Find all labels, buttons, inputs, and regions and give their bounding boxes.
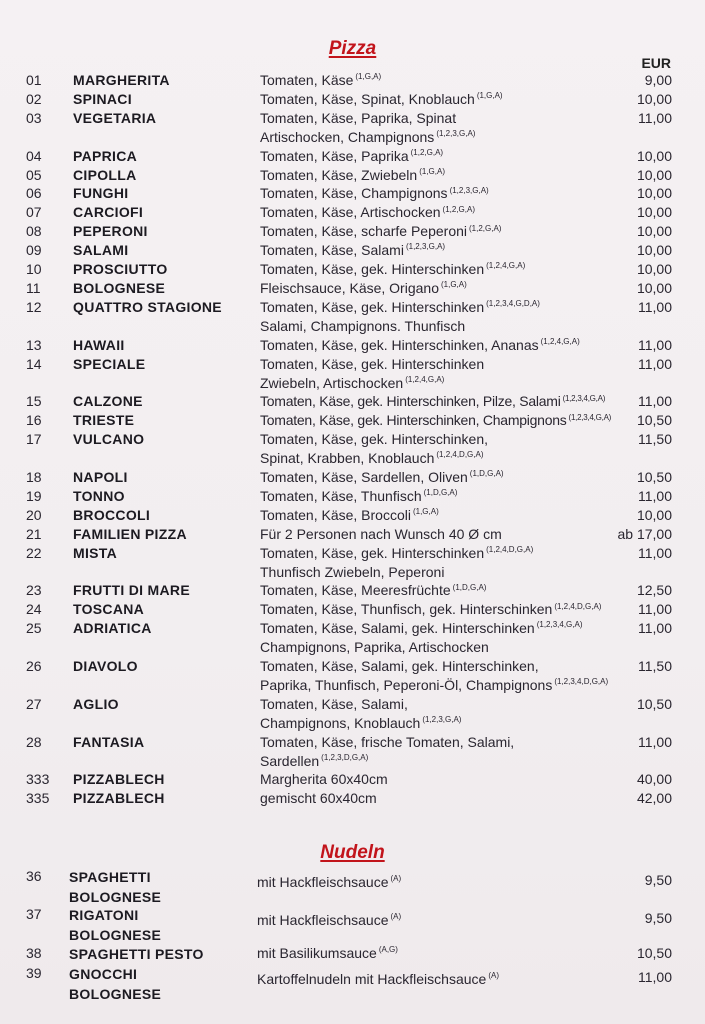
item-description xyxy=(260,468,632,487)
item-price: 42,00 xyxy=(636,790,672,807)
ingredients-text: Tomaten, Käse, Paprika xyxy=(260,147,409,164)
item-price: 10,00 xyxy=(636,261,672,277)
ingredients-text: Fleischsauce, Käse, Origano xyxy=(260,279,439,296)
description-line xyxy=(260,128,632,147)
ingredients-text: Tomaten, Käse, Paprika, Spinat xyxy=(260,109,457,126)
allergen-codes: (1,G,A) xyxy=(419,166,445,176)
ingredients-text: Tomaten, Käse, Thunfisch xyxy=(260,487,422,504)
item-description xyxy=(257,944,629,963)
item-name: TRIESTE xyxy=(73,412,135,429)
item-price: 10,00 xyxy=(636,506,672,523)
allergen-codes: (A) xyxy=(488,971,499,981)
ingredients-text: Salami, Champignons. Thunfisch xyxy=(260,317,466,334)
allergen-codes: (1,G,A) xyxy=(440,280,467,290)
allergen-codes: (1,2,3,G,A) xyxy=(436,129,476,139)
description-line xyxy=(260,789,632,808)
item-name: ADRIATICA xyxy=(73,620,152,637)
item-number: 14 xyxy=(26,355,42,372)
item-description xyxy=(257,911,629,930)
description-line xyxy=(260,147,632,166)
item-name: BROCCOLI xyxy=(73,506,151,523)
item-name: PAPRICA xyxy=(73,147,138,164)
item-description xyxy=(260,355,632,393)
allergen-codes: (1,2,4,G,A) xyxy=(540,336,580,346)
description-line xyxy=(260,392,632,411)
allergen-codes: (1,D,G,A) xyxy=(452,582,487,592)
ingredients-text: Tomaten, Käse, gek. Hinterschinken, Ananas xyxy=(260,336,539,353)
description-line xyxy=(260,600,632,619)
item-number: 10 xyxy=(26,261,42,277)
item-description xyxy=(260,600,632,619)
item-description xyxy=(260,336,632,355)
ingredients-text: mit Basilikumsauce xyxy=(257,945,377,961)
ingredients-text: Tomaten, Käse, gek. Hinterschinken xyxy=(260,544,485,561)
item-description xyxy=(260,260,632,279)
item-number: 06 xyxy=(26,185,42,202)
ingredients-text: Tomaten, Käse, Thunfisch, gek. Hinterschinken xyxy=(260,601,553,618)
item-price: 9,50 xyxy=(644,910,672,926)
item-price: 10,50 xyxy=(636,468,672,485)
ingredients-text: mit Hackfleischsauce xyxy=(257,912,389,928)
item-number: 23 xyxy=(26,582,42,599)
description-line xyxy=(260,449,632,468)
item-number: 12 xyxy=(26,298,42,315)
item-description xyxy=(260,184,632,203)
item-description xyxy=(260,733,632,771)
item-number: 01 xyxy=(26,72,42,88)
item-number: 09 xyxy=(26,242,42,259)
item-name: CIPOLLA xyxy=(73,166,137,183)
item-description xyxy=(260,544,632,582)
item-price: 11,00 xyxy=(638,336,672,353)
item-name: MISTA xyxy=(73,544,118,561)
ingredients-text: Paprika, Thunfisch, Peperoni-Öl, Champignons xyxy=(260,676,553,693)
ingredients-text: Tomaten, Käse, Champignons xyxy=(260,185,448,202)
description-line xyxy=(260,203,632,222)
item-description xyxy=(260,657,632,695)
allergen-codes: (1,2,3,4,G,A) xyxy=(536,620,583,630)
ingredients-text: Tomaten, Käse, Zwiebeln xyxy=(260,166,418,183)
ingredients-text: Tomaten, Käse, frische Tomaten, Salami, xyxy=(260,733,515,750)
ingredients-text: Tomaten, Käse, scharfe Peperoni xyxy=(260,223,468,240)
ingredients-text: Zwiebeln, Artischocken xyxy=(260,374,404,391)
nudeln-section-title: Nudeln xyxy=(320,842,385,863)
item-price: 11,00 xyxy=(638,544,672,561)
item-number: 11 xyxy=(26,279,41,296)
item-price: 11,00 xyxy=(638,393,672,410)
currency-label: EUR xyxy=(641,55,671,71)
ingredients-text: Tomaten, Käse, gek. Hinterschinken xyxy=(260,298,485,315)
item-price: 11,00 xyxy=(638,355,672,372)
item-description xyxy=(260,90,632,109)
item-description xyxy=(257,873,629,892)
description-line xyxy=(260,374,632,393)
item-name: SALAMI xyxy=(73,242,129,259)
item-name: CALZONE xyxy=(73,393,143,410)
ingredients-text: Margherita 60x40cm xyxy=(260,771,388,788)
item-number: 18 xyxy=(26,468,42,485)
ingredients-text: Tomaten, Käse, Sardellen, Oliven xyxy=(260,468,468,485)
item-price: 11,00 xyxy=(638,733,672,750)
item-name: TOSCANA xyxy=(73,601,145,618)
ingredients-text: Tomaten, Käse xyxy=(260,72,354,88)
item-name: FANTASIA xyxy=(73,733,145,750)
description-line xyxy=(260,166,632,185)
item-description xyxy=(260,298,632,336)
allergen-codes: (1,2,3,D,G,A) xyxy=(321,752,369,762)
item-name: BOLOGNESE xyxy=(73,279,166,296)
item-description xyxy=(260,222,632,241)
description-line xyxy=(260,430,632,449)
description-line xyxy=(260,317,632,336)
allergen-codes: (1,2,G,A) xyxy=(469,223,502,233)
item-name-line: SPAGHETTI xyxy=(69,869,151,885)
item-name: FUNGHI xyxy=(73,185,129,202)
ingredients-text: Tomaten, Käse, Salami xyxy=(260,242,404,259)
description-line xyxy=(260,336,632,355)
description-line xyxy=(260,695,632,714)
item-description xyxy=(260,581,632,600)
item-price: 10,00 xyxy=(636,279,672,296)
item-name: VEGETARIA xyxy=(73,109,157,126)
item-name-line: BOLOGNESE xyxy=(69,889,162,905)
description-line xyxy=(260,298,632,317)
item-price: 11,50 xyxy=(638,431,672,448)
description-line xyxy=(260,279,632,298)
item-name xyxy=(69,964,161,1004)
ingredients-text: Tomaten, Käse, gek. Hinterschinken, Champignons xyxy=(260,412,567,429)
allergen-codes: (1,2,4,G,A) xyxy=(405,374,445,384)
ingredients-text: Für 2 Personen nach Wunsch 40 Ø cm xyxy=(260,525,502,542)
item-description xyxy=(260,203,632,222)
ingredients-text: Champignons, Knoblauch xyxy=(260,714,421,731)
item-number: 28 xyxy=(26,733,42,750)
item-name: VULCANO xyxy=(73,431,145,448)
description-line xyxy=(260,581,632,600)
item-price: 10,50 xyxy=(636,945,672,961)
item-number: 37 xyxy=(26,906,42,922)
description-line xyxy=(260,544,632,563)
item-number: 19 xyxy=(26,487,42,504)
item-name-line: SPAGHETTI PESTO xyxy=(69,946,204,962)
allergen-codes: (1,D,G,A) xyxy=(423,488,458,498)
ingredients-text: mit Hackfleischsauce xyxy=(257,874,389,890)
item-name xyxy=(69,944,204,964)
ingredients-text: gemischt 60x40cm xyxy=(260,790,377,807)
allergen-codes: (A,G) xyxy=(378,945,398,955)
item-price: 11,00 xyxy=(638,969,672,985)
allergen-codes: (A) xyxy=(390,874,402,884)
item-name-line: BOLOGNESE xyxy=(69,927,162,943)
item-number: 17 xyxy=(26,431,42,448)
item-number: 22 xyxy=(26,544,42,561)
item-name-line: RIGATONI xyxy=(69,907,139,923)
allergen-codes: (1,G,A) xyxy=(412,507,439,517)
item-number: 36 xyxy=(26,868,42,884)
allergen-codes: (1,G,A) xyxy=(476,91,503,101)
item-name: AGLIO xyxy=(73,695,119,712)
ingredients-text: Champignons, Paprika, Artischocken xyxy=(260,639,489,656)
description-line xyxy=(260,657,632,676)
ingredients-text: Tomaten, Käse, gek. Hinterschinken, Pilze, Salami xyxy=(260,393,561,410)
item-number: 16 xyxy=(26,412,42,429)
item-number: 08 xyxy=(26,223,42,240)
description-line xyxy=(260,241,632,260)
item-name: PEPERONI xyxy=(73,223,148,240)
allergen-codes: (1,2,4,D,G,A) xyxy=(486,544,534,554)
description-line xyxy=(260,525,632,544)
item-price: 10,00 xyxy=(636,204,672,221)
item-description xyxy=(260,789,632,808)
item-price: 11,00 xyxy=(638,601,672,618)
item-name: QUATTRO STAGIONE xyxy=(73,298,222,315)
item-price: 10,00 xyxy=(636,90,672,107)
ingredients-text: Tomaten, Käse, Salami, gek. Hinterschinken, xyxy=(260,657,539,674)
description-line xyxy=(260,260,632,279)
item-price: 11,00 xyxy=(638,298,672,315)
item-description xyxy=(260,71,632,90)
item-description xyxy=(260,430,632,468)
allergen-codes: (1,2,3,4,G,A) xyxy=(562,393,606,403)
item-number: 24 xyxy=(26,601,42,618)
allergen-codes: (1,2,3,G,A) xyxy=(405,242,446,252)
description-line xyxy=(260,506,632,525)
item-name: DIAVOLO xyxy=(73,657,138,674)
item-name xyxy=(69,867,161,907)
allergen-codes: (1,2,3,4,G,A) xyxy=(568,412,612,422)
item-name: NAPOLI xyxy=(73,468,128,485)
item-name: TONNO xyxy=(73,487,125,504)
item-name-line: GNOCCHI xyxy=(69,966,138,982)
item-name: CARCIOFI xyxy=(73,204,144,221)
item-number: 333 xyxy=(26,771,50,788)
ingredients-text: Tomaten, Käse, gek. Hinterschinken, xyxy=(260,431,489,448)
description-line xyxy=(260,411,632,430)
item-number: 27 xyxy=(26,695,42,712)
allergen-codes: (1,2,G,A) xyxy=(442,204,475,214)
description-line xyxy=(260,619,632,638)
item-description xyxy=(260,770,632,789)
item-number: 21 xyxy=(26,525,42,542)
allergen-codes: (1,2,3,G,A) xyxy=(449,185,489,195)
item-price: 10,50 xyxy=(636,412,672,429)
description-line xyxy=(260,109,632,128)
item-price: 11,00 xyxy=(638,487,672,504)
item-description xyxy=(260,392,632,411)
description-line xyxy=(260,714,632,733)
item-description xyxy=(260,241,632,260)
item-name: PIZZABLECH xyxy=(73,771,165,788)
item-number: 05 xyxy=(26,166,42,183)
item-price: 12,50 xyxy=(636,582,672,599)
pizza-section-title: Pizza xyxy=(328,38,377,59)
item-description xyxy=(260,411,632,430)
ingredients-text: Tomaten, Käse, Spinat, Knoblauch xyxy=(260,90,475,107)
description-line xyxy=(260,487,632,506)
item-price: 10,00 xyxy=(636,147,672,164)
ingredients-text: Tomaten, Käse, Meeresfrüchte xyxy=(260,582,451,599)
ingredients-text: Tomaten, Käse, Broccoli xyxy=(260,506,411,523)
allergen-codes: (1,2,3,G,A) xyxy=(422,715,462,725)
item-number: 15 xyxy=(26,393,42,410)
item-number: 03 xyxy=(26,109,42,126)
description-line xyxy=(260,563,632,582)
allergen-codes: (1,2,4,D,G,A) xyxy=(554,601,602,611)
description-line xyxy=(260,71,632,90)
allergen-codes: (1,D,G,A) xyxy=(469,469,504,479)
item-name: FRUTTI DI MARE xyxy=(73,582,190,599)
item-number: 26 xyxy=(26,657,42,674)
item-number: 25 xyxy=(26,620,42,637)
item-name: PIZZABLECH xyxy=(73,790,165,807)
allergen-codes: (1,2,G,A) xyxy=(410,147,444,157)
ingredients-text: Tomaten, Käse, Salami, xyxy=(260,695,408,712)
description-line xyxy=(260,222,632,241)
item-number: 13 xyxy=(26,336,42,353)
description-line xyxy=(260,184,632,203)
description-line xyxy=(260,468,632,487)
item-description xyxy=(260,525,632,544)
item-number: 02 xyxy=(26,90,42,107)
description-line xyxy=(260,638,632,657)
item-description xyxy=(260,487,632,506)
item-description xyxy=(260,506,632,525)
item-number: 07 xyxy=(26,204,42,221)
allergen-codes: (1,2,3,4,D,G,A) xyxy=(554,677,609,687)
item-name: MARGHERITA xyxy=(73,72,170,88)
item-name: HAWAII xyxy=(73,336,125,353)
item-price: 9,00 xyxy=(644,72,672,88)
item-description xyxy=(260,166,632,185)
item-description xyxy=(260,147,632,166)
item-description xyxy=(260,279,632,298)
description-line xyxy=(260,770,632,789)
item-price: 10,50 xyxy=(636,695,672,712)
item-number: 20 xyxy=(26,506,42,523)
ingredients-text: Tomaten, Käse, Artischocken xyxy=(260,204,441,221)
item-name: PROSCIUTTO xyxy=(73,261,168,277)
allergen-codes: (1,G,A) xyxy=(355,72,382,82)
allergen-codes: (1,2,4,D,G,A) xyxy=(436,450,484,460)
item-description xyxy=(260,109,632,147)
ingredients-text: Tomaten, Käse, gek. Hinterschinken xyxy=(260,355,485,372)
item-price: 10,00 xyxy=(636,166,672,183)
allergen-codes: (A) xyxy=(390,912,402,922)
item-description xyxy=(260,619,632,657)
item-price: 10,00 xyxy=(636,223,672,240)
item-price: 11,00 xyxy=(638,620,672,637)
item-price: 11,00 xyxy=(638,109,672,126)
ingredients-text: Thunfisch Zwiebeln, Peperoni xyxy=(260,563,445,580)
item-number: 335 xyxy=(26,790,50,807)
allergen-codes: (1,2,4,G,A) xyxy=(486,261,526,271)
ingredients-text: Kartoffelnudeln mit Hackfleischsauce xyxy=(257,971,487,987)
item-price: 11,50 xyxy=(638,657,672,674)
item-price: 40,00 xyxy=(636,771,672,788)
item-number: 04 xyxy=(26,147,42,164)
ingredients-text: Spinat, Krabben, Knoblauch xyxy=(260,450,435,467)
description-line xyxy=(260,733,632,752)
item-number: 38 xyxy=(26,945,42,961)
item-price: 10,00 xyxy=(636,242,672,259)
item-number: 39 xyxy=(26,965,42,981)
description-line xyxy=(260,676,632,695)
item-name: SPINACI xyxy=(73,90,132,107)
description-line xyxy=(260,355,632,374)
ingredients-text: Sardellen xyxy=(260,752,320,769)
item-name xyxy=(69,905,161,945)
ingredients-text: Tomaten, Käse, Salami, gek. Hinterschinken xyxy=(260,620,535,637)
item-description xyxy=(260,695,632,733)
item-description xyxy=(257,970,629,989)
item-price: 10,00 xyxy=(636,185,672,202)
ingredients-text: Tomaten, Käse, gek. Hinterschinken xyxy=(260,261,485,277)
allergen-codes: (1,2,3,4,G,D,A) xyxy=(486,299,540,309)
item-name-line: BOLOGNESE xyxy=(69,986,162,1002)
description-line xyxy=(260,90,632,109)
ingredients-text: Artischocken, Champignons xyxy=(260,128,435,145)
item-price: ab 17,00 xyxy=(617,525,672,542)
item-name: FAMILIEN PIZZA xyxy=(73,525,187,542)
description-line xyxy=(260,752,632,771)
item-name: SPECIALE xyxy=(73,355,146,372)
item-price: 9,50 xyxy=(644,872,672,888)
